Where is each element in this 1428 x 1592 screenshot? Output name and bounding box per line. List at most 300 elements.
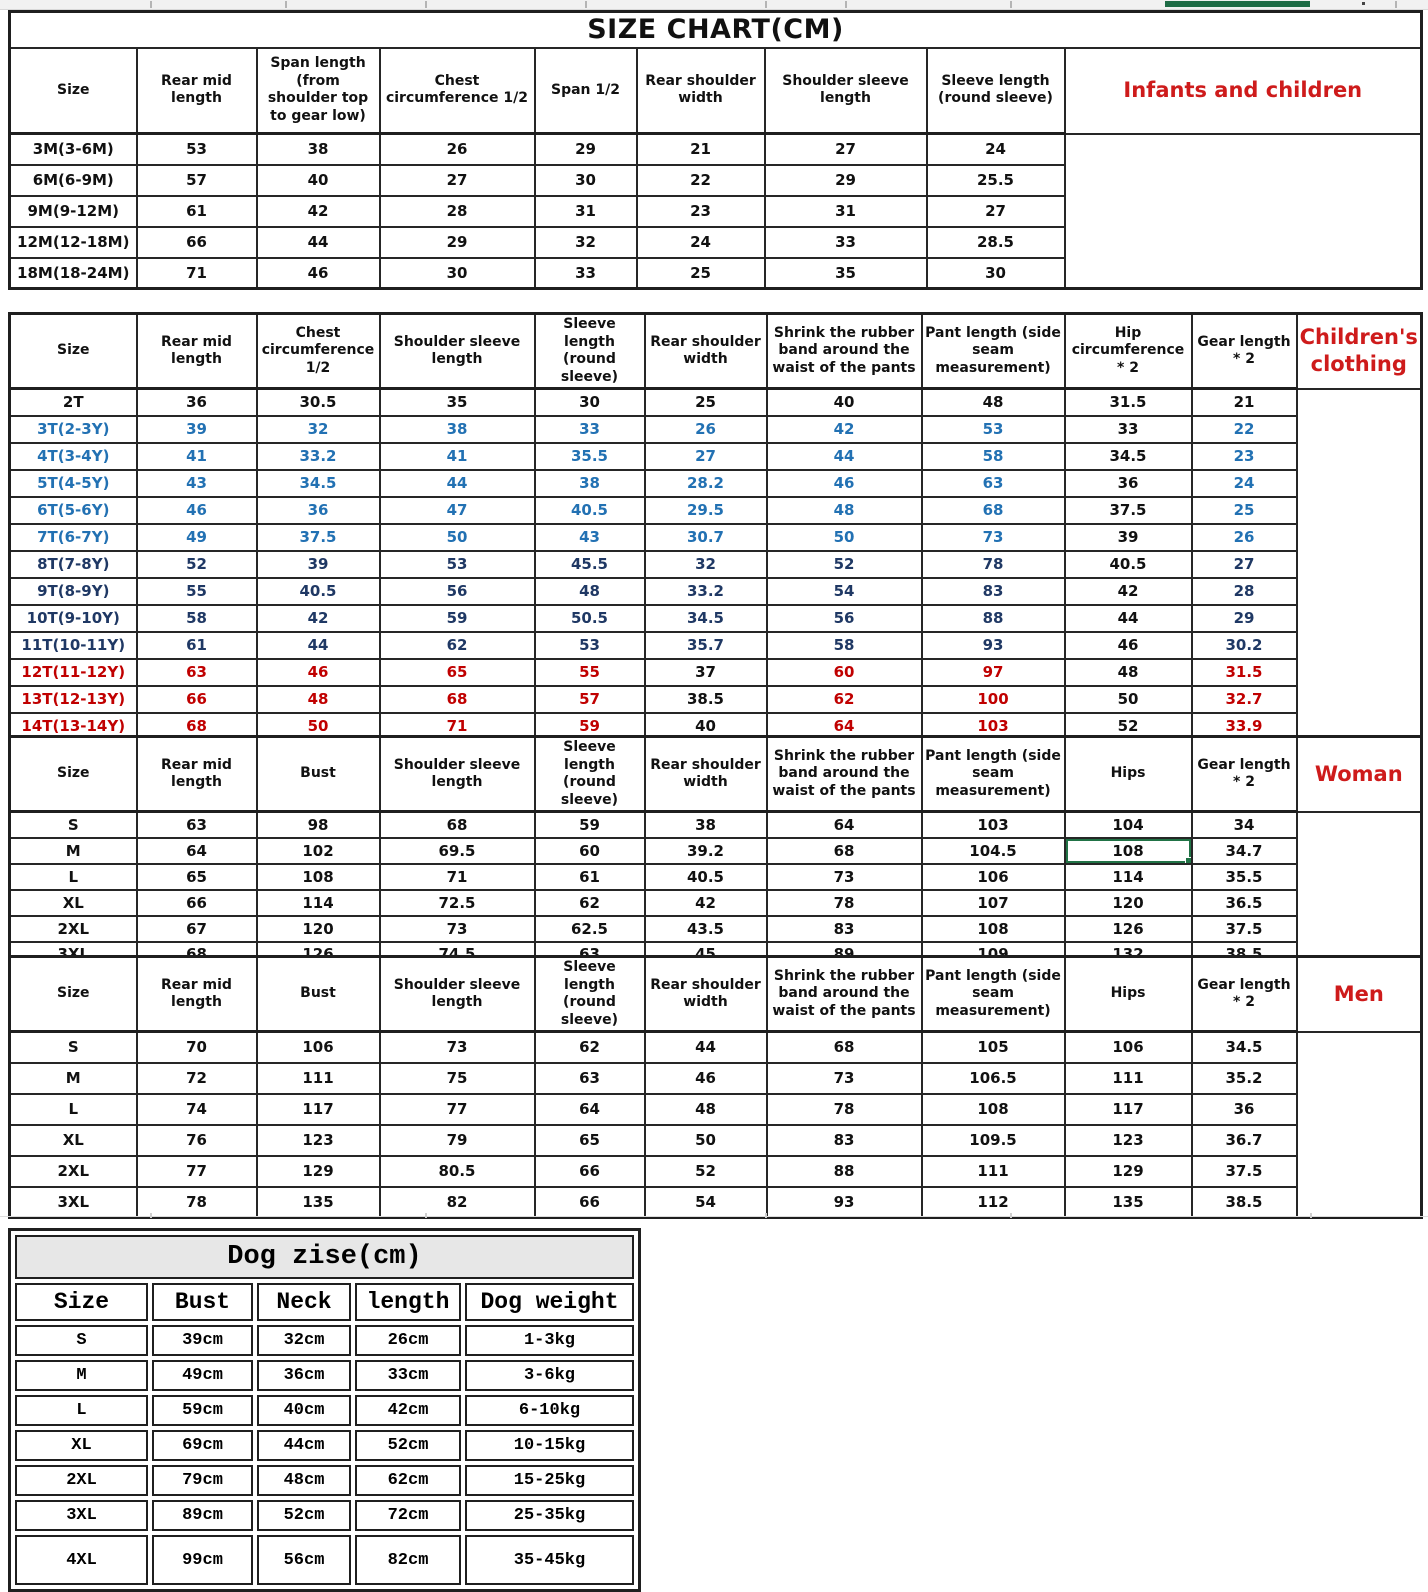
- table-cell: 27: [1192, 551, 1297, 578]
- table-cell: 29: [1192, 605, 1297, 632]
- table-cell: 29: [765, 165, 927, 196]
- table-cell: 42: [1065, 578, 1192, 605]
- table-cell: 33cm: [355, 1360, 461, 1391]
- table-cell: 65: [380, 659, 535, 686]
- table-cell: 31.5: [1192, 659, 1297, 686]
- table-row: [10, 686, 1422, 713]
- table-cell: 43: [137, 470, 257, 497]
- table-row: [10, 890, 1422, 916]
- table-cell: 30: [535, 165, 637, 196]
- table-cell: 46: [767, 470, 922, 497]
- table-cell: 117: [257, 1094, 380, 1125]
- table-cell: 74: [137, 1094, 257, 1125]
- table-cell: 35.5: [535, 443, 645, 470]
- table-cell: 47: [380, 497, 535, 524]
- table-cell: 26: [380, 134, 535, 165]
- table-row: [15, 1430, 634, 1461]
- column-header: Rear mid length: [137, 737, 257, 812]
- table-cell: 66: [137, 227, 257, 258]
- header-row: [10, 957, 1422, 1032]
- table-cell: 83: [767, 1125, 922, 1156]
- table-cell: 100: [922, 686, 1065, 713]
- table-row: [10, 916, 1422, 942]
- table-cell: 32: [645, 551, 767, 578]
- table-cell: 135: [1065, 1187, 1192, 1218]
- column-header: Hips: [1065, 957, 1192, 1032]
- table-row: [10, 1125, 1422, 1156]
- column-header: Chest circumference 1/2: [380, 48, 535, 134]
- table-cell: 63: [137, 659, 257, 686]
- table-cell: 52cm: [257, 1500, 351, 1531]
- table-cell: 49cm: [152, 1360, 253, 1391]
- table-cell: 40: [767, 389, 922, 416]
- table-cell: 26: [1192, 524, 1297, 551]
- table-cell: 42cm: [355, 1395, 461, 1426]
- table-cell: 30.7: [645, 524, 767, 551]
- infants-size-table: [8, 10, 1423, 290]
- table-cell: 30: [927, 258, 1065, 289]
- table-row: [10, 1063, 1422, 1094]
- column-header: Span length (from shoulder top to gear low): [257, 48, 380, 134]
- column-header: Rear mid length: [137, 957, 257, 1032]
- table-cell: 28: [1192, 578, 1297, 605]
- table-cell: 33.2: [645, 578, 767, 605]
- table-row: [10, 196, 1422, 227]
- table-cell: 34: [1192, 812, 1297, 838]
- table-cell: 57: [137, 165, 257, 196]
- row-size-label: 10T(9-10Y): [10, 605, 137, 632]
- table-cell: 108: [922, 916, 1065, 942]
- table-cell: 38: [380, 416, 535, 443]
- table-cell: 61: [535, 864, 645, 890]
- table-cell: 22: [1192, 416, 1297, 443]
- table-cell: 40.5: [535, 497, 645, 524]
- table-cell: 114: [1065, 864, 1192, 890]
- table-cell: 28: [380, 196, 535, 227]
- table-cell: 61: [137, 632, 257, 659]
- column-divider-tick: [1395, 1, 1397, 8]
- woman-size-table: [8, 735, 1423, 969]
- table-cell: 40.5: [1065, 551, 1192, 578]
- table-cell: 48: [1065, 659, 1192, 686]
- table-cell: 46: [257, 258, 380, 289]
- column-header: Shoulder sleeve length: [380, 314, 535, 389]
- column-divider-tick: [425, 1213, 427, 1218]
- table-cell: 64: [535, 1094, 645, 1125]
- row-size-label: S: [10, 812, 137, 838]
- table-row: [10, 632, 1422, 659]
- table-row: [10, 812, 1422, 838]
- table-cell: 63: [137, 812, 257, 838]
- table-cell: 105: [922, 1032, 1065, 1063]
- table-cell: 111: [257, 1063, 380, 1094]
- table-cell: 25: [1192, 497, 1297, 524]
- table-cell: 44: [1065, 605, 1192, 632]
- header-row: [15, 1283, 634, 1321]
- table-cell: 10-15kg: [465, 1430, 634, 1461]
- table-cell: 111: [922, 1156, 1065, 1187]
- column-header: Shrink the rubber band around the waist of the pants: [767, 957, 922, 1032]
- table-cell: 58: [137, 605, 257, 632]
- table-cell: 78: [922, 551, 1065, 578]
- table-cell: 32: [257, 416, 380, 443]
- table-cell: 66: [137, 686, 257, 713]
- table-row: [10, 524, 1422, 551]
- column-header: Sleeve length (round sleeve): [535, 737, 645, 812]
- table-cell: 34.7: [1192, 838, 1297, 864]
- table-cell: 79: [380, 1125, 535, 1156]
- table-cell: 26: [645, 416, 767, 443]
- table-cell: 76: [137, 1125, 257, 1156]
- table-cell: 53: [922, 416, 1065, 443]
- table-cell: 27: [645, 443, 767, 470]
- row-size-label: 2XL: [15, 1465, 148, 1496]
- table-cell: 40: [257, 165, 380, 196]
- table-cell: 44: [645, 1032, 767, 1063]
- table-cell: 48: [645, 1094, 767, 1125]
- column-header: Gear length * 2: [1192, 957, 1297, 1032]
- table-cell: 15-25kg: [465, 1465, 634, 1496]
- table-cell: 97: [922, 659, 1065, 686]
- table-row: [10, 659, 1422, 686]
- column-divider-tick: [585, 1, 587, 8]
- table-cell: 48: [535, 578, 645, 605]
- table-cell: 53: [380, 551, 535, 578]
- column-header: Gear length * 2: [1192, 314, 1297, 389]
- table-cell: 64: [767, 713, 922, 740]
- table-cell: 56: [767, 605, 922, 632]
- table-cell: 29: [380, 227, 535, 258]
- dog-size-table: [8, 1228, 641, 1592]
- table-cell: 59: [535, 713, 645, 740]
- selected-column-highlight: [1165, 1, 1310, 7]
- table-cell: 42: [257, 196, 380, 227]
- table-cell: 33: [765, 227, 927, 258]
- table-cell: 50: [1065, 686, 1192, 713]
- spreadsheet-gridline: [0, 1216, 1428, 1217]
- table-cell: 123: [1065, 1125, 1192, 1156]
- table-cell: 68: [767, 838, 922, 864]
- row-size-label: 12T(11-12Y): [10, 659, 137, 686]
- table-cell: 120: [257, 916, 380, 942]
- table-cell: 46: [645, 1063, 767, 1094]
- table-cell: 53: [535, 632, 645, 659]
- table-cell: 59cm: [152, 1395, 253, 1426]
- column-header: Chest circumference 1/2: [257, 314, 380, 389]
- table-cell: 31: [765, 196, 927, 227]
- column-header: Size: [10, 737, 137, 812]
- table-cell: 42: [257, 605, 380, 632]
- table-cell: 77: [137, 1156, 257, 1187]
- table-cell: 103: [922, 713, 1065, 740]
- table-cell: 66: [535, 1187, 645, 1218]
- table-cell: 106: [257, 1032, 380, 1063]
- table-cell: 32.7: [1192, 686, 1297, 713]
- row-size-label: 9M(9-12M): [10, 196, 137, 227]
- table-cell: 36: [1192, 1094, 1297, 1125]
- table-row: [10, 838, 1422, 864]
- table-row: [10, 470, 1422, 497]
- table-cell: 35-45kg: [465, 1535, 634, 1585]
- table-cell: 26cm: [355, 1325, 461, 1356]
- table-cell: 62: [767, 686, 922, 713]
- table-cell: 62: [380, 632, 535, 659]
- table-cell: 37: [645, 659, 767, 686]
- table-cell: 46: [137, 497, 257, 524]
- table-cell: 44: [257, 632, 380, 659]
- table-cell: 33: [1065, 416, 1192, 443]
- table-cell: 102: [257, 838, 380, 864]
- column-header: Bust: [257, 957, 380, 1032]
- row-size-label: XL: [10, 1125, 137, 1156]
- children-size-table: [8, 312, 1423, 741]
- table-cell: 30: [535, 389, 645, 416]
- column-header: Sleeve length (round sleeve): [535, 957, 645, 1032]
- table-cell: 82cm: [355, 1535, 461, 1585]
- table-cell: 71: [137, 258, 257, 289]
- table-cell: 28.5: [927, 227, 1065, 258]
- column-header: Dog weight: [465, 1283, 634, 1321]
- table-cell: 73: [380, 916, 535, 942]
- table-cell: 3-6kg: [465, 1360, 634, 1391]
- table-cell: 64: [137, 838, 257, 864]
- table-cell: 69.5: [380, 838, 535, 864]
- table-cell: 49: [137, 524, 257, 551]
- table-cell: 38.5: [1192, 1187, 1297, 1218]
- table-cell: 83: [922, 578, 1065, 605]
- table-cell: 64: [767, 812, 922, 838]
- row-size-label: 6T(5-6Y): [10, 497, 137, 524]
- row-size-label: 12M(12-18M): [10, 227, 137, 258]
- table-cell: 59: [535, 812, 645, 838]
- table-cell: 37.5: [257, 524, 380, 551]
- table-cell: 77: [380, 1094, 535, 1125]
- column-header: Sleeve length (round sleeve): [535, 314, 645, 389]
- table-cell: 24: [637, 227, 765, 258]
- header-row: [10, 737, 1422, 812]
- table-cell: 73: [922, 524, 1065, 551]
- table-cell: 99cm: [152, 1535, 253, 1585]
- table-cell: 83: [767, 916, 922, 942]
- table-cell: 32: [535, 227, 637, 258]
- table-cell: 42: [645, 890, 767, 916]
- table-cell: 62: [535, 890, 645, 916]
- table-cell: 62cm: [355, 1465, 461, 1496]
- table-cell: 114: [257, 890, 380, 916]
- column-header: Span 1/2: [535, 48, 637, 134]
- table-cell: 39: [137, 416, 257, 443]
- column-divider-tick: [285, 1, 287, 8]
- table-cell: 33: [535, 416, 645, 443]
- row-size-label: XL: [15, 1430, 148, 1461]
- table-cell: 55: [535, 659, 645, 686]
- table-cell: 69cm: [152, 1430, 253, 1461]
- column-header: Size: [15, 1283, 148, 1321]
- table-cell: 65: [535, 1125, 645, 1156]
- table-cell: 73: [380, 1032, 535, 1063]
- table-cell: 55: [137, 578, 257, 605]
- table-cell: 44: [380, 470, 535, 497]
- table-cell: 112: [922, 1187, 1065, 1218]
- table-cell: 29: [535, 134, 637, 165]
- column-header: Size: [10, 48, 137, 134]
- table-cell: 62.5: [535, 916, 645, 942]
- column-divider-tick: [1010, 1213, 1012, 1218]
- table-cell: 117: [1065, 1094, 1192, 1125]
- table-cell: 106: [1065, 1032, 1192, 1063]
- column-header: Gear length * 2: [1192, 737, 1297, 812]
- column-divider-tick: [765, 1, 767, 8]
- column-header: Hips: [1065, 737, 1192, 812]
- column-header: Rear mid length: [137, 48, 257, 134]
- table-row: [10, 605, 1422, 632]
- row-size-label: 11T(10-11Y): [10, 632, 137, 659]
- table-cell: 34.5: [645, 605, 767, 632]
- table-cell: 40cm: [257, 1395, 351, 1426]
- column-header: Size: [10, 314, 137, 389]
- table-cell: 104.5: [922, 838, 1065, 864]
- table-cell: 43.5: [645, 916, 767, 942]
- row-size-label: 3XL: [10, 1187, 137, 1218]
- table-cell: 39cm: [152, 1325, 253, 1356]
- table-cell: 68: [137, 713, 257, 740]
- table-cell: 63: [535, 1063, 645, 1094]
- table-cell: 39: [257, 551, 380, 578]
- table-cell: 59: [380, 605, 535, 632]
- row-size-label: 9T(8-9Y): [10, 578, 137, 605]
- table-cell: 89cm: [152, 1500, 253, 1531]
- side-label-infants: Infants and children: [1065, 48, 1422, 134]
- table-cell: 35: [765, 258, 927, 289]
- table-cell: 39.2: [645, 838, 767, 864]
- table-row: [10, 416, 1422, 443]
- column-divider-tick: [1362, 2, 1365, 5]
- table-cell: 25-35kg: [465, 1500, 634, 1531]
- selected-cell: 108: [1065, 838, 1192, 864]
- table-cell: 35.2: [1192, 1063, 1297, 1094]
- table-cell: 62: [535, 1032, 645, 1063]
- row-size-label: 18M(18-24M): [10, 258, 137, 289]
- row-size-label: 3M(3-6M): [10, 134, 137, 165]
- table-row: [10, 578, 1422, 605]
- table-cell: 54: [767, 578, 922, 605]
- table-cell: 66: [535, 1156, 645, 1187]
- table-cell: 82: [380, 1187, 535, 1218]
- table-cell: 33: [535, 258, 637, 289]
- table-cell: 50.5: [535, 605, 645, 632]
- row-size-label: 5T(4-5Y): [10, 470, 137, 497]
- table-cell: 25: [637, 258, 765, 289]
- table-cell: 58: [922, 443, 1065, 470]
- dog-table-title: Dog zise(cm): [15, 1235, 634, 1279]
- table-cell: 108: [257, 864, 380, 890]
- table-cell: 36: [137, 389, 257, 416]
- column-header: Shrink the rubber band around the waist of the pants: [767, 314, 922, 389]
- men-size-table: [8, 955, 1423, 1219]
- spreadsheet-column-strip: [0, 0, 1428, 10]
- table-cell: 23: [637, 196, 765, 227]
- table-cell: 72.5: [380, 890, 535, 916]
- table-cell: 50: [257, 713, 380, 740]
- table-row: [10, 227, 1422, 258]
- table-row: [15, 1325, 634, 1356]
- table-cell: 50: [645, 1125, 767, 1156]
- table-cell: 30.5: [257, 389, 380, 416]
- table-cell: 29.5: [645, 497, 767, 524]
- table-cell: 75: [380, 1063, 535, 1094]
- side-label-children: Children's clothing: [1297, 314, 1422, 389]
- row-size-label: 3XL: [15, 1500, 148, 1531]
- column-divider-tick: [425, 1, 427, 8]
- row-size-label: M: [10, 838, 137, 864]
- table-cell: 48: [257, 686, 380, 713]
- table-cell: 28.2: [645, 470, 767, 497]
- table-cell: 40.5: [257, 578, 380, 605]
- header-row: [10, 48, 1422, 134]
- table-cell: 63: [922, 470, 1065, 497]
- table-cell: 44cm: [257, 1430, 351, 1461]
- table-cell: 25.5: [927, 165, 1065, 196]
- table-cell: 31.5: [1065, 389, 1192, 416]
- table-cell: 58: [767, 632, 922, 659]
- row-size-label: S: [15, 1325, 148, 1356]
- table-cell: 57: [535, 686, 645, 713]
- table-cell: 24: [927, 134, 1065, 165]
- table-cell: 48: [922, 389, 1065, 416]
- row-size-label: 14T(13-14Y): [10, 713, 137, 740]
- column-header: Shoulder sleeve length: [380, 957, 535, 1032]
- size-chart-title: SIZE CHART(CM): [10, 12, 1422, 48]
- table-cell: 65: [137, 864, 257, 890]
- table-cell: 50: [767, 524, 922, 551]
- table-cell: 22: [637, 165, 765, 196]
- table-cell: 70: [137, 1032, 257, 1063]
- table-cell: 30: [380, 258, 535, 289]
- row-size-label: XL: [10, 890, 137, 916]
- row-size-label: 7T(6-7Y): [10, 524, 137, 551]
- table-cell: 6-10kg: [465, 1395, 634, 1426]
- table-row: [10, 1032, 1422, 1063]
- table-cell: 88: [922, 605, 1065, 632]
- table-cell: 27: [927, 196, 1065, 227]
- column-header: Bust: [257, 737, 380, 812]
- side-label-woman: Woman: [1297, 737, 1422, 812]
- table-cell: 32cm: [257, 1325, 351, 1356]
- table-cell: 68: [767, 1032, 922, 1063]
- table-cell: 36: [257, 497, 380, 524]
- table-cell: 103: [922, 812, 1065, 838]
- column-header: Size: [10, 957, 137, 1032]
- table-row: [10, 551, 1422, 578]
- column-header: Bust: [152, 1283, 253, 1321]
- table-cell: 71: [380, 713, 535, 740]
- table-row: [10, 1156, 1422, 1187]
- table-cell: 46: [1065, 632, 1192, 659]
- column-header: Hip circumference * 2: [1065, 314, 1192, 389]
- row-size-label: 8T(7-8Y): [10, 551, 137, 578]
- row-size-label: 2T: [10, 389, 137, 416]
- column-header: Rear mid length: [137, 314, 257, 389]
- table-row: [15, 1535, 634, 1585]
- column-header: Shoulder sleeve length: [765, 48, 927, 134]
- table-cell: 73: [767, 1063, 922, 1094]
- side-label-men: Men: [1297, 957, 1422, 1032]
- table-cell: 45.5: [535, 551, 645, 578]
- table-cell: 98: [257, 812, 380, 838]
- column-header: Pant length (side seam measurement): [922, 957, 1065, 1032]
- table-cell: 71: [380, 864, 535, 890]
- table-cell: 106: [922, 864, 1065, 890]
